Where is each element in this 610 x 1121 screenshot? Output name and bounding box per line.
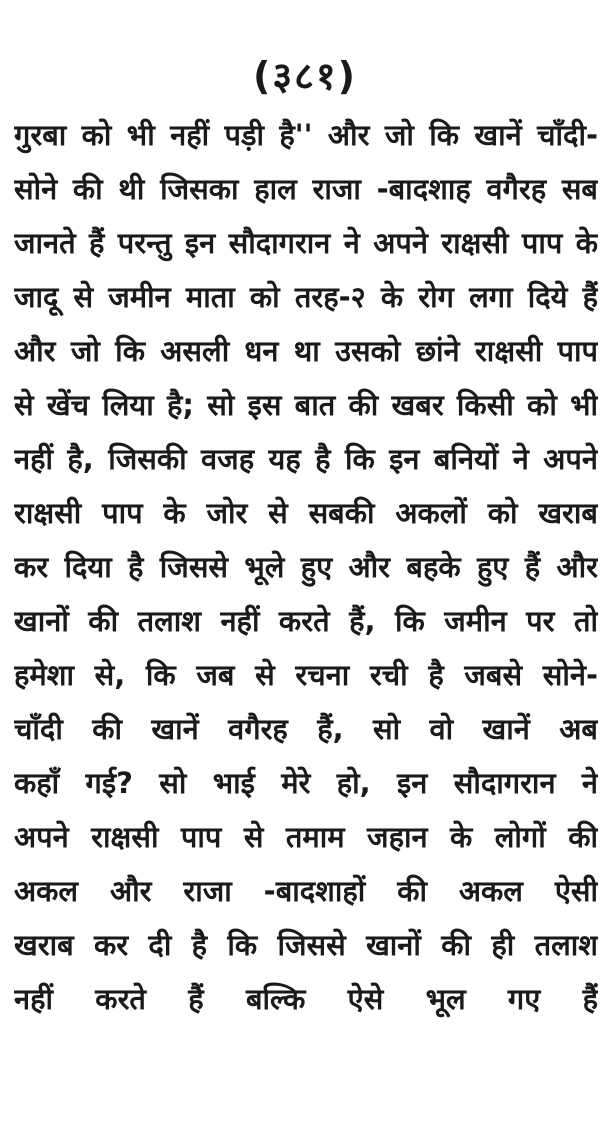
text-line: अपने राक्षसी पाप से तमाम जहान के लोगों की xyxy=(14,820,598,854)
text-line: नहीं करते हैं बल्कि ऐसे भूल गए हैं xyxy=(14,982,598,1016)
text-line: जानते हैं परन्तु इन सौदागरान ने अपने राक्षसी पाप के xyxy=(14,226,598,260)
text-line: और जो कि असली धन था उसको छांने राक्षसी पाप xyxy=(14,334,598,368)
text-line: राक्षसी पाप के जोर से सबकी अकलों को खराब xyxy=(14,496,598,530)
text-line: जादू से जमीन माता को तरह-२ के रोग लगा दिये हैं xyxy=(14,280,598,314)
text-line: कर दिया है जिससे भूले हुए और बहके हुए हैं और xyxy=(14,550,598,584)
text-line: अकल और राजा -बादशाहों की अकल ऐसी xyxy=(14,874,598,908)
text-line: कहाँ गई? सो भाई मेरे हो, इन सौदागरान ने xyxy=(14,766,598,800)
text-line: से खेंच लिया है; सो इस बात की खबर किसी को भी xyxy=(14,388,598,422)
text-line: चाँदी की खानें वगैरह हैं, सो वो खानें अब xyxy=(14,712,598,746)
text-line: हमेशा से, कि जब से रचना रची है जबसे सोने- xyxy=(14,658,598,692)
body-text xyxy=(14,108,598,1026)
text-line: नहीं है, जिसकी वजह यह है कि इन बनियों ने अपने xyxy=(14,442,598,476)
text-line: खराब कर दी है कि जिससे खानों की ही तलाश xyxy=(14,928,598,962)
text-line: गुरबा को भी नहीं पड़ी है'' और जो कि खानें चाँदी- xyxy=(14,118,598,152)
text-line: खानों की तलाश नहीं करते हैं, कि जमीन पर तो xyxy=(14,604,598,638)
page-number: (३८१) xyxy=(252,54,357,98)
text-line: सोने की थी जिसका हाल राजा -बादशाह वगैरह सब xyxy=(14,172,598,206)
